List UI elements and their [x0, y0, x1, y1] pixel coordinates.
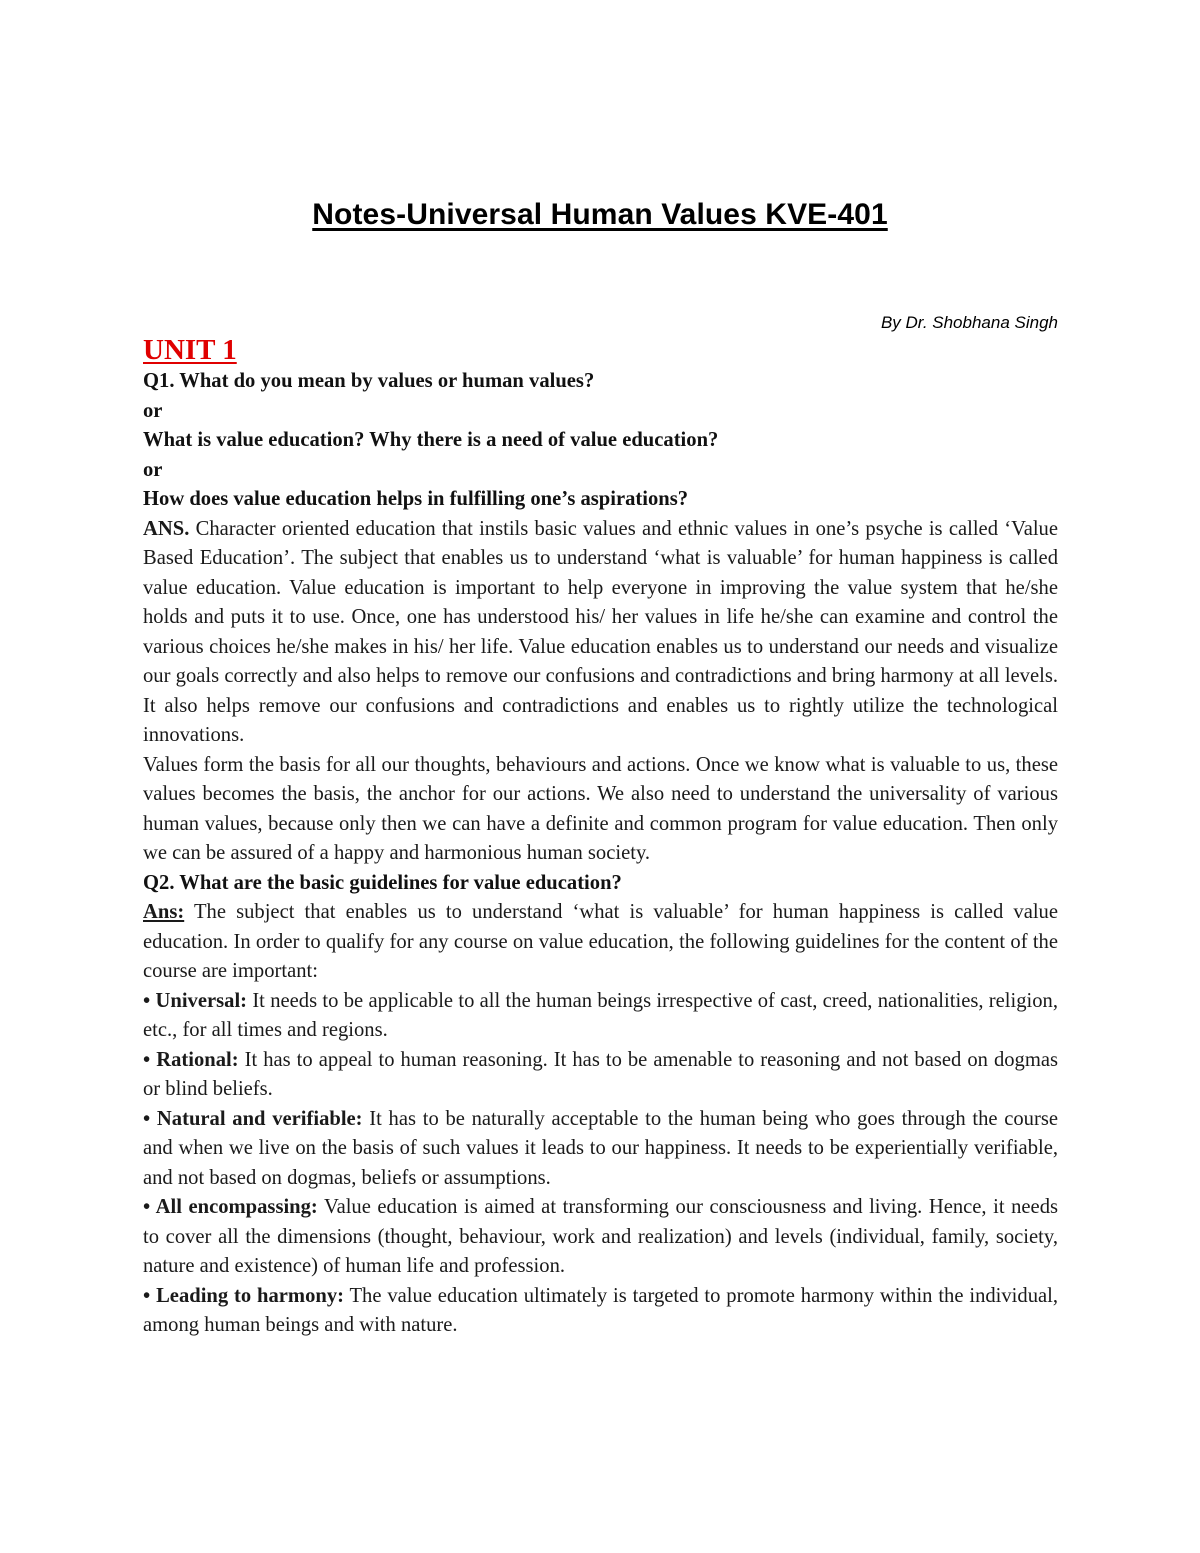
q1-question-line-2: What is value education? Why there is a need of value education?: [143, 429, 719, 451]
q1-question-line-3: How does value education helps in fulfilling one’s aspirations?: [143, 488, 689, 510]
q1-answer-text-1: Character oriented education that instils basic values and ethnic values in one’s psyche is called ‘Value Based Education’. The subject that enables us to understand ‘what is valuable’ for human happiness is called value education. Value education is important to help everyone in improving the value system that he/she holds and puts it to use. Once, one has understood his/ her values in life he/she can examine and control the various choices he/she makes in his/ her life. Value education enables us to understand our needs and visualize our goals correctly and also helps to remove our confusions and contradictions and bring harmony at all levels. It also helps remove our confusions and contradictions and enables us to rightly utilize the technological innovations.: [143, 517, 1058, 746]
q2-question: Q2. What are the basic guidelines for value education?: [143, 871, 622, 894]
q1-answer-label: ANS.: [143, 517, 190, 540]
document-title: Notes-Universal Human Values KVE-401: [312, 198, 888, 231]
q2-answer-intro: [143, 898, 1058, 987]
guideline-rational: [143, 1046, 1058, 1105]
q1-question-line-1: Q1. What do you mean by values or human values?: [143, 370, 595, 392]
document-body: [143, 333, 1058, 1341]
guideline-lead: • Universal:: [143, 989, 248, 1012]
guideline-leading-to-harmony: [143, 1282, 1058, 1341]
guideline-text: It needs to be applicable to all the human beings irrespective of cast, creed, nationalities, religion, etc., for all times and regions.: [143, 989, 1058, 1041]
guideline-text: It has to be naturally acceptable to the human being who goes through the course and when we live on the basis of such values it leads to our happiness. It needs to be experientially verifiable, and not based on dogmas, beliefs or assumptions.: [143, 1107, 1058, 1189]
q1-or-1: or: [143, 399, 163, 422]
q1-or-2: or: [143, 458, 163, 481]
unit-heading: UNIT 1: [143, 334, 237, 366]
q2-answer-intro-text: The subject that enables us to understand ‘what is valuable’ for human happiness is called value education. In order to qualify for any course on value education, the following guidelines for the content of the course are important:: [143, 901, 1058, 982]
guideline-lead: • Leading to harmony:: [143, 1284, 344, 1307]
guideline-lead: • Rational:: [143, 1048, 239, 1071]
guideline-lead: • All encompassing:: [143, 1196, 318, 1218]
guideline-text: The value education ultimately is targeted to promote harmony within the individual, among human beings and with nature.: [143, 1284, 1059, 1336]
guideline-text: Value education is aimed at transforming our consciousness and living. Hence, it needs to cover all the dimensions (thought, behaviour, work and realization) and levels (individual, family, society, nature and existence) of human life and profession.: [143, 1196, 1059, 1277]
q1-answer-paragraph-2: Values form the basis for all our thoughts, behaviours and actions. Once we know what is valuable to us, these values becomes the basis, the anchor for our actions. We also need to understand the universality of various human values, because only then we can have a definite and common program for value education. Then only we can be assured of a happy and harmonious human society.: [143, 753, 1058, 864]
guideline-lead: • Natural and verifiable:: [143, 1107, 363, 1130]
author-line: By Dr. Shobhana Singh: [880, 313, 1058, 332]
guideline-text: It has to appeal to human reasoning. It has to be amenable to reasoning and not based on dogmas or blind beliefs.: [143, 1048, 1059, 1100]
guideline-all-encompassing: [143, 1193, 1058, 1282]
q1-answer-paragraph-1: [143, 515, 1058, 751]
q2-answer-label: Ans:: [143, 901, 185, 923]
guideline-universal: [143, 987, 1058, 1046]
guideline-natural-verifiable: [143, 1105, 1058, 1194]
